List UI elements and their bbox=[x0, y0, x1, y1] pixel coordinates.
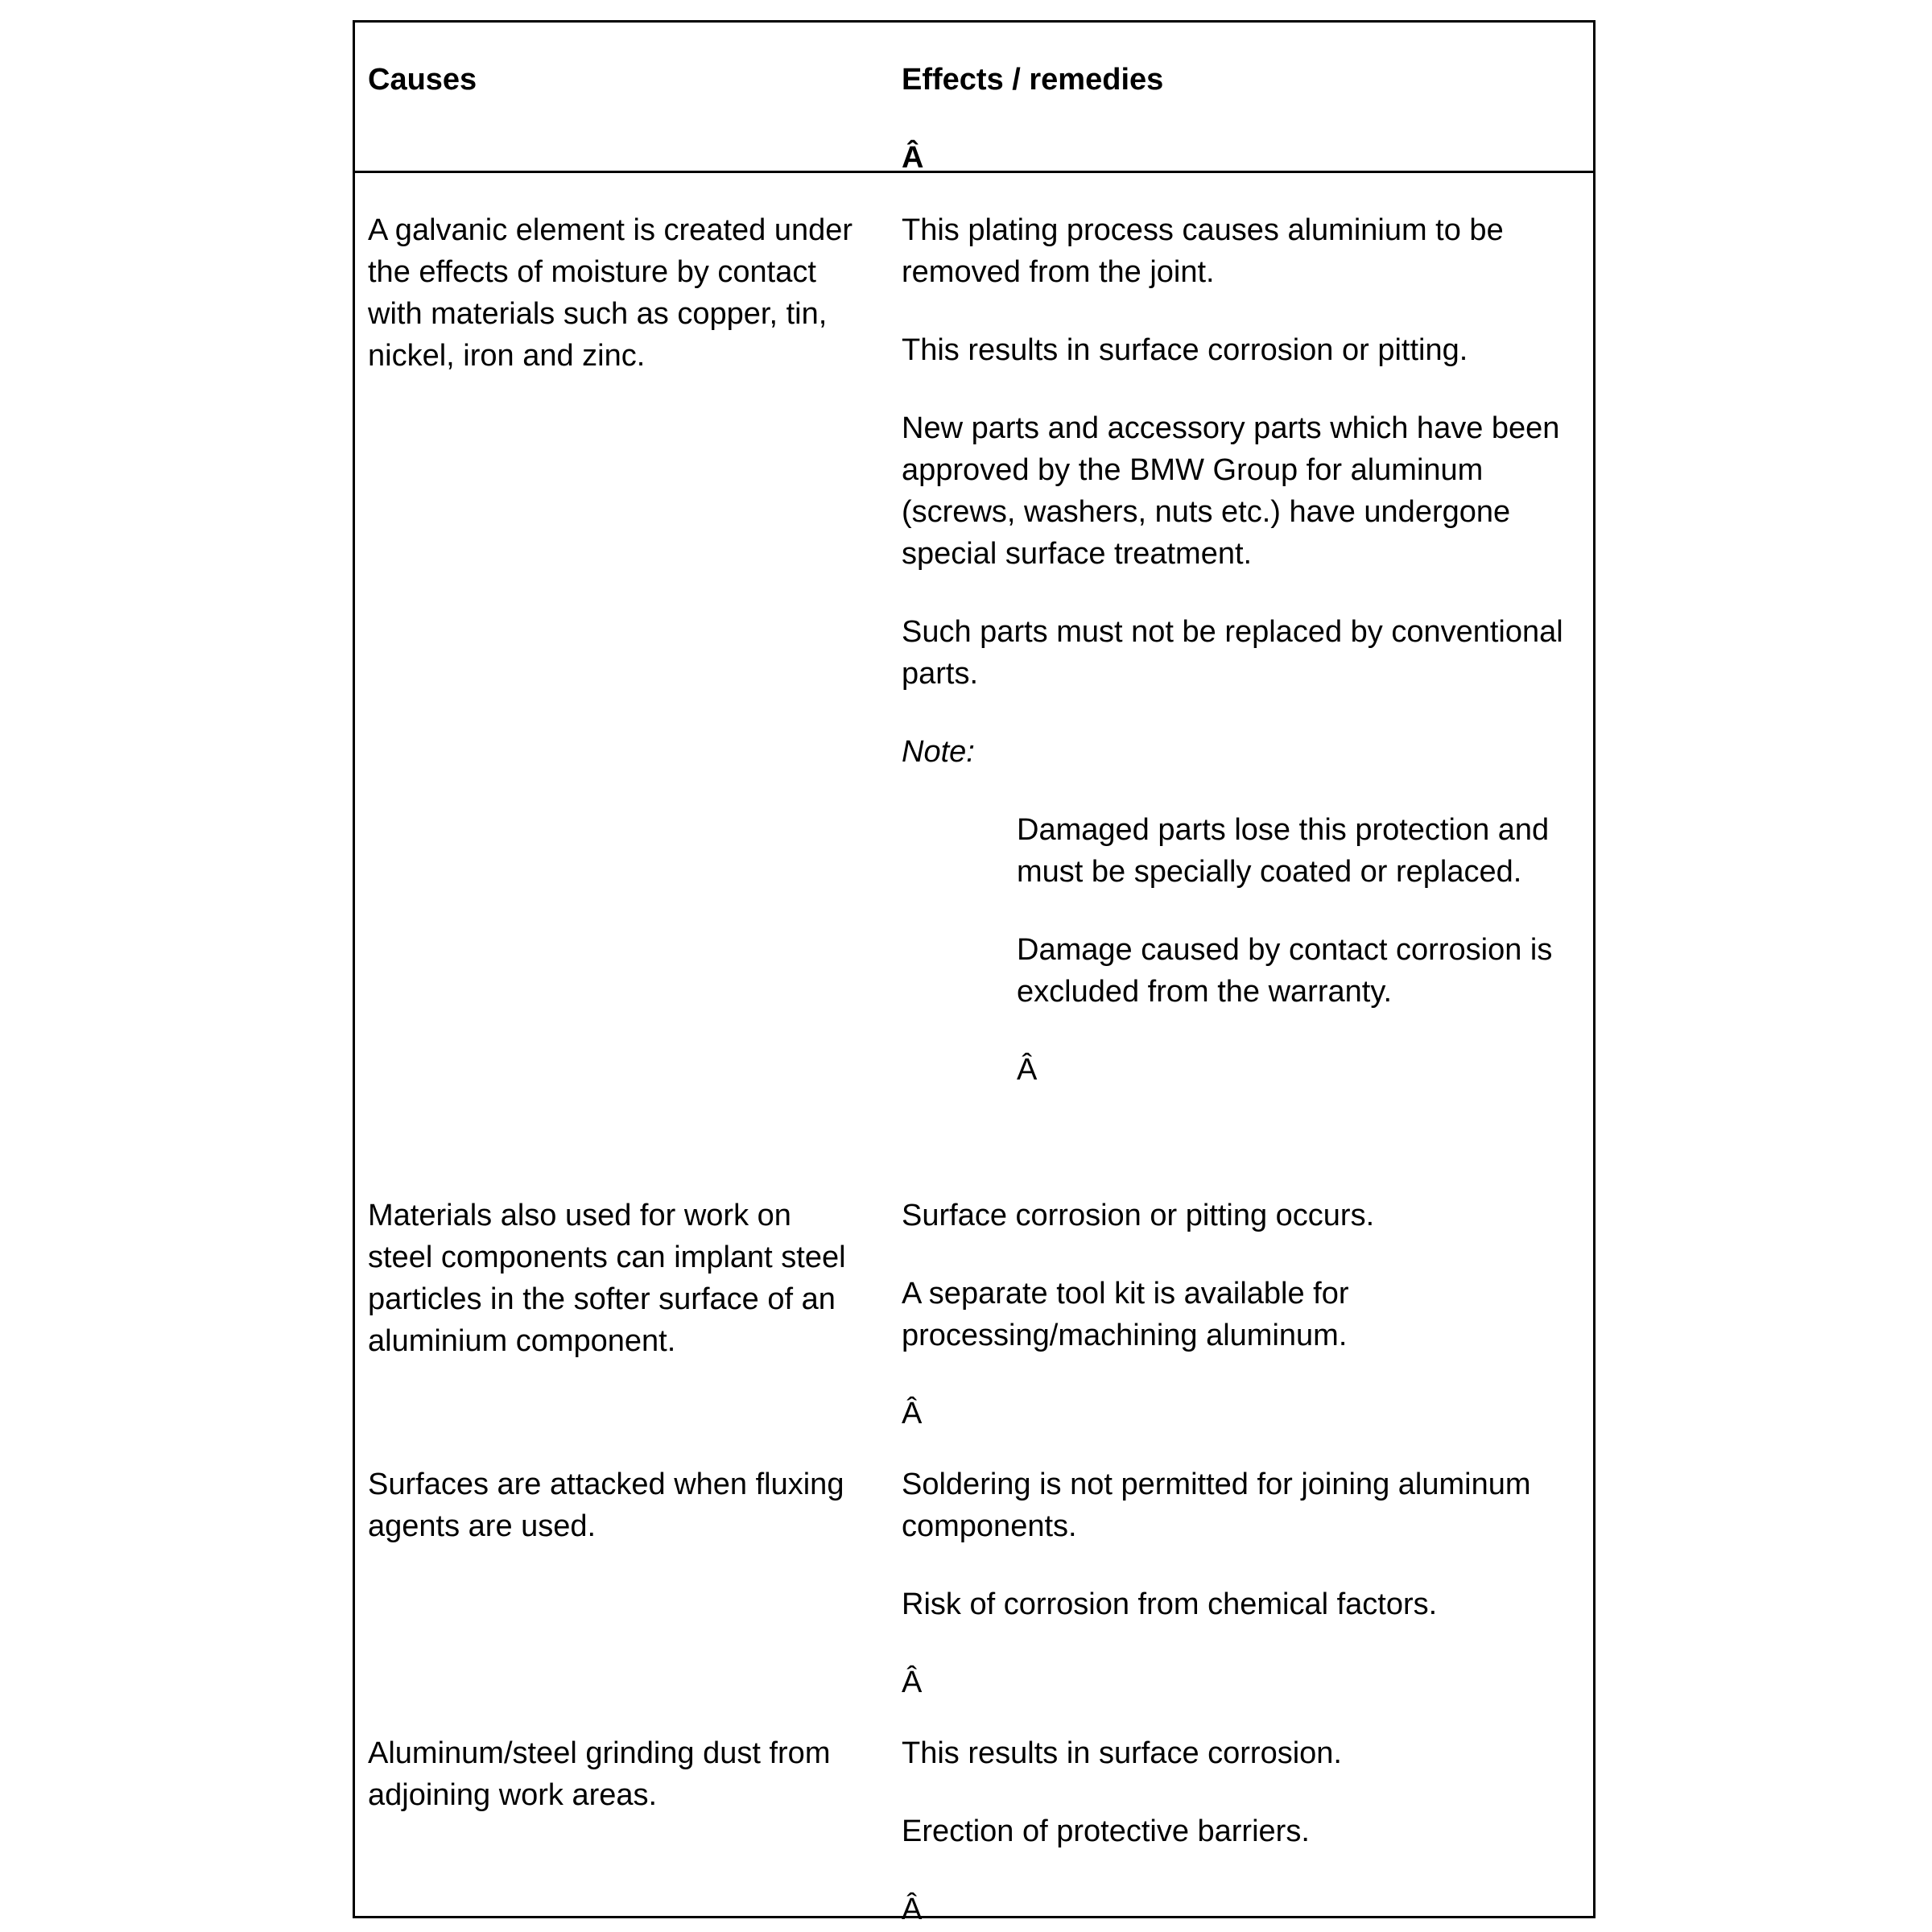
note-line: excluded from the warranty. bbox=[1017, 975, 1393, 1009]
effect-line: This plating process causes aluminium to be bbox=[902, 213, 1504, 247]
cause-line: agents are used. bbox=[368, 1509, 597, 1543]
effect-line: Such parts must not be replaced by conventional bbox=[902, 615, 1563, 649]
cause-line: particles in the softer surface of an bbox=[368, 1282, 836, 1316]
effect-line: removed from the joint. bbox=[902, 255, 1215, 289]
effect-line: approved by the BMW Group for aluminum bbox=[902, 453, 1484, 487]
header-causes: Causes bbox=[368, 63, 477, 97]
header-glyph: Â bbox=[902, 141, 924, 175]
cause-line: with materials such as copper, tin, bbox=[368, 297, 828, 331]
note-line: Damaged parts lose this protection and bbox=[1017, 813, 1550, 847]
effect-line: This results in surface corrosion or pitting. bbox=[902, 333, 1468, 367]
note-line: must be specially coated or replaced. bbox=[1017, 855, 1522, 889]
effect-line: processing/machining aluminum. bbox=[902, 1319, 1348, 1352]
header-effects-remedies: Effects / remedies bbox=[902, 63, 1164, 97]
effect-line: Erection of protective barriers. bbox=[902, 1814, 1310, 1848]
effect-line: Surface corrosion or pitting occurs. bbox=[902, 1199, 1375, 1232]
cause-line: adjoining work areas. bbox=[368, 1778, 658, 1812]
effect-line: components. bbox=[902, 1509, 1077, 1543]
cause-line: A galvanic element is created under bbox=[368, 213, 853, 247]
row-glyph: Â bbox=[902, 1893, 923, 1926]
note-line: Damage caused by contact corrosion is bbox=[1017, 933, 1553, 967]
cause-line: Materials also used for work on bbox=[368, 1199, 791, 1232]
causes-effects-table bbox=[353, 20, 1596, 1926]
effect-line: A separate tool kit is available for bbox=[902, 1277, 1349, 1311]
cause-line: aluminium component. bbox=[368, 1324, 676, 1358]
cause-line: Aluminum/steel grinding dust from bbox=[368, 1736, 831, 1770]
cause-line: steel components can implant steel bbox=[368, 1241, 846, 1274]
header-divider bbox=[355, 171, 1593, 173]
effect-line: (screws, washers, nuts etc.) have undergone bbox=[902, 495, 1511, 529]
cause-line: Surfaces are attacked when fluxing bbox=[368, 1468, 844, 1501]
effect-line: Risk of corrosion from chemical factors. bbox=[902, 1587, 1438, 1621]
effect-line: This results in surface corrosion. bbox=[902, 1736, 1342, 1770]
cause-line: nickel, iron and zinc. bbox=[368, 339, 646, 373]
effect-line: New parts and accessory parts which have been bbox=[902, 411, 1560, 445]
effect-line: Soldering is not permitted for joining aluminum bbox=[902, 1468, 1531, 1501]
note-glyph: Â bbox=[1017, 1053, 1038, 1087]
effect-line: parts. bbox=[902, 657, 979, 691]
row-glyph: Â bbox=[902, 1397, 923, 1430]
effect-line: special surface treatment. bbox=[902, 537, 1253, 571]
note-label: Note: bbox=[902, 735, 975, 769]
cause-line: the effects of moisture by contact bbox=[368, 255, 816, 289]
row-glyph: Â bbox=[902, 1666, 923, 1699]
